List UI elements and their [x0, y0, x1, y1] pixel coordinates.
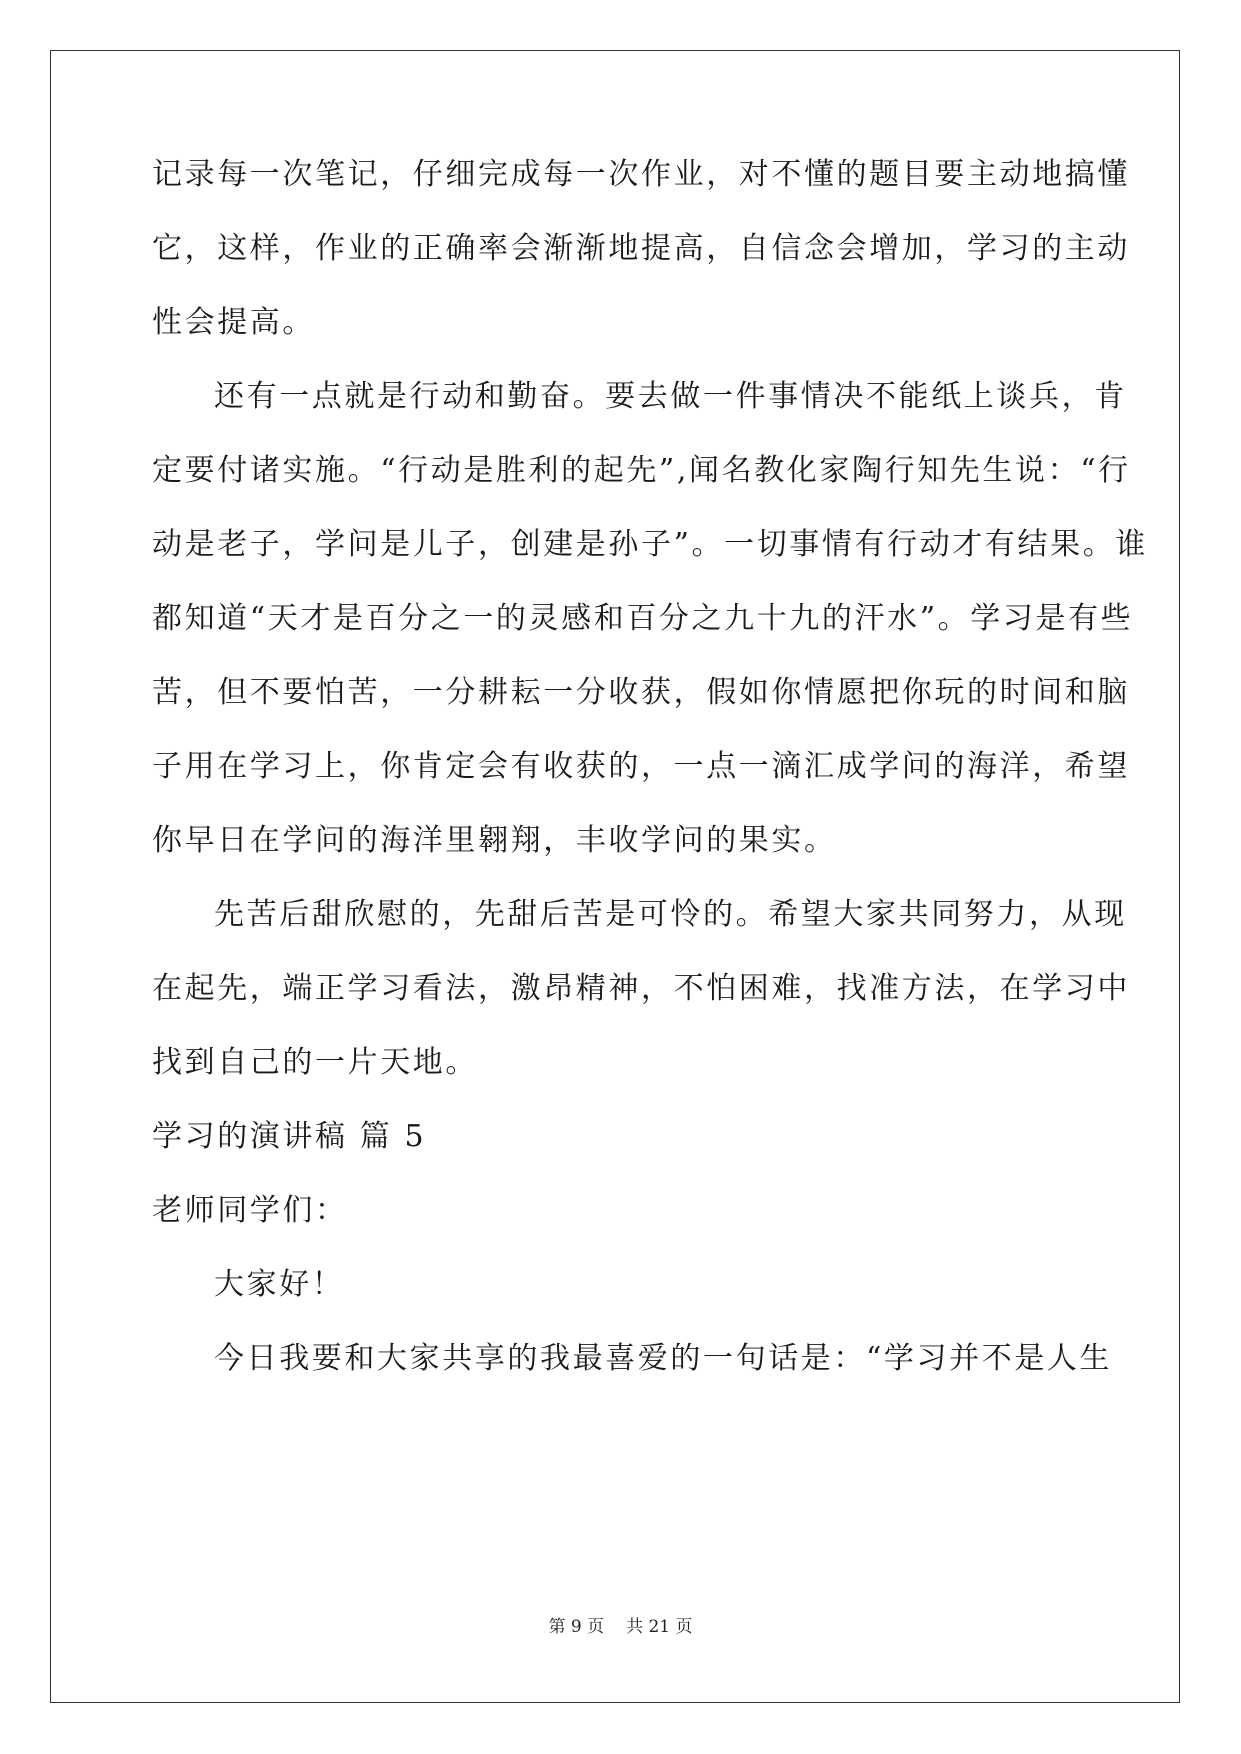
page-total: 共 21 页: [626, 1617, 693, 1637]
section-heading: 学习的演讲稿 篇 5: [152, 1119, 427, 1154]
text-line: 苦，但不要怕苦，一分耕耘一分收获，假如你情愿把你玩的时间和脑: [152, 675, 1130, 710]
text-line: 在起先，端正学习看法，激昂精神，不怕困难，找准方法，在学习中: [152, 971, 1130, 1006]
text-line: 找到自己的一片天地。: [152, 1045, 478, 1080]
salutation: 老师同学们：: [152, 1193, 348, 1228]
text-line: 记录每一次笔记，仔细完成每一次作业，对不懂的题目要主动地搞懂: [152, 157, 1130, 192]
text-line: 还有一点就是行动和勤奋。要去做一件事情决不能纸上谈兵，肯: [214, 379, 1127, 414]
text-line: 定要付诸实施。“行动是胜利的起先”,闻名教化家陶行知先生说：“行: [152, 453, 1131, 488]
text-line: 性会提高。: [152, 305, 315, 340]
text-line: 今日我要和大家共享的我最喜爱的一句话是：“学习并不是人生: [214, 1341, 1113, 1376]
text-line: 你早日在学问的海洋里翱翔，丰收学问的果实。: [152, 823, 837, 858]
text-line: 都知道“天才是百分之一的灵感和百分之九十九的汗水”。学习是有些: [152, 601, 1134, 636]
greeting: 大家好！: [214, 1267, 345, 1302]
text-line: 子用在学习上，你肯定会有收获的，一点一滴汇成学问的海洋，希望: [152, 749, 1130, 784]
text-line: 它，这样，作业的正确率会渐渐地提高，自信念会增加，学习的主动: [152, 231, 1130, 266]
page-number: 第 9 页: [548, 1617, 605, 1637]
page-footer: [0, 1616, 1241, 1638]
page-border: [50, 50, 1180, 1703]
text-line: 先苦后甜欣慰的，先甜后苦是可怜的。希望大家共同努力，从现: [214, 897, 1127, 932]
text-line: 动是老子，学问是儿子，创建是孙子”。一切事情有行动才有结果。谁: [152, 527, 1148, 562]
